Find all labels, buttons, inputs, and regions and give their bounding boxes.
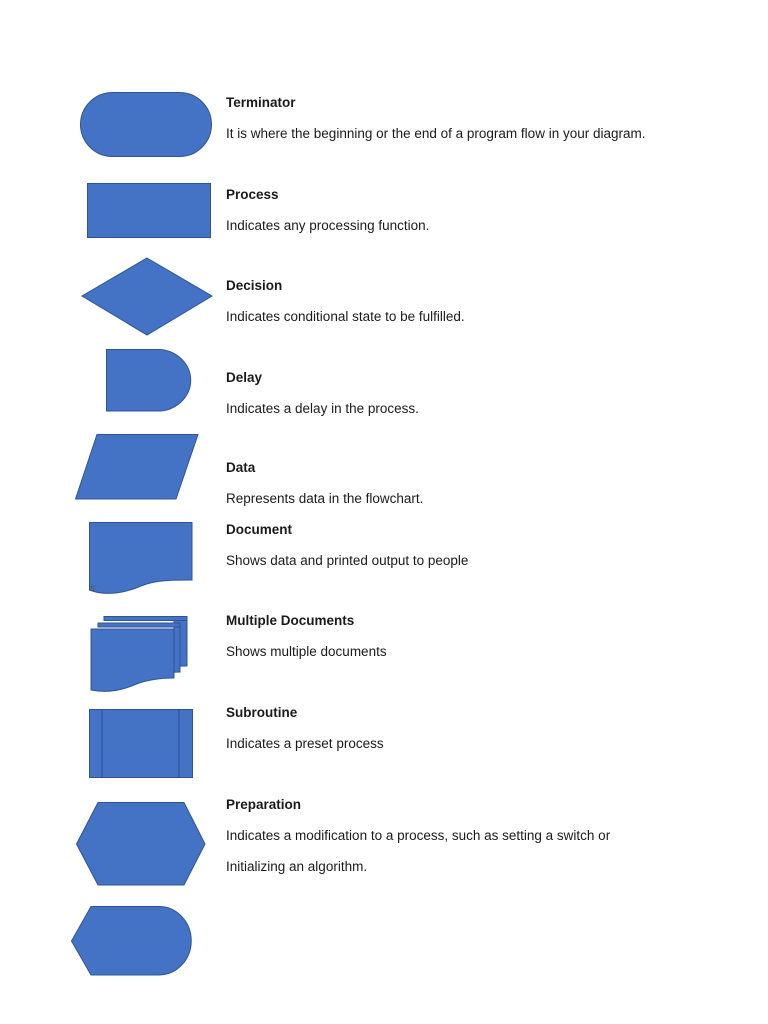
- entry-title: Decision: [226, 278, 283, 293]
- entry-document: [226, 522, 746, 583]
- entry-title: Subroutine: [226, 705, 298, 720]
- document-shape: [89, 522, 194, 596]
- delay-shape: [106, 349, 198, 413]
- entry-description: Indicates a delay in the process.: [226, 401, 419, 416]
- process-shape: [87, 183, 211, 239]
- preparation-shape: [76, 802, 206, 886]
- data-shape: [75, 434, 199, 500]
- stray-mark: s: [90, 583, 95, 594]
- entry-description: Shows data and printed output to people: [226, 553, 469, 568]
- decision-shape: [81, 257, 213, 337]
- entry-description: Indicates any processing function.: [226, 218, 430, 233]
- terminator-shape: [80, 92, 212, 158]
- entry-title: Multiple Documents: [226, 613, 355, 628]
- entry-multiple-documents: [226, 613, 746, 674]
- entry-preparation: [226, 797, 646, 889]
- entry-title: Process: [226, 187, 279, 202]
- entry-subroutine: [226, 705, 746, 766]
- entry-title: Preparation: [226, 797, 302, 812]
- entry-description: It is where the beginning or the end of a program flow in your diagram.: [226, 126, 646, 141]
- entry-title: Delay: [226, 370, 263, 385]
- entry-description: Indicates conditional state to be fulfilled.: [226, 309, 465, 324]
- entry-delay: [226, 370, 746, 431]
- entry-title: Data: [226, 460, 256, 475]
- entry-description: Indicates a preset process: [226, 736, 384, 751]
- entry-title: Document: [226, 522, 293, 537]
- entry-description: Shows multiple documents: [226, 644, 387, 659]
- entry-process: [226, 187, 746, 248]
- entry-description: Represents data in the flowchart.: [226, 491, 424, 506]
- multiple-documents-shape: [90, 616, 190, 694]
- entry-description: Indicates a modification to a process, such as setting a switch or Initializing an algorithm.: [226, 828, 611, 874]
- entry-decision: [226, 278, 746, 339]
- subroutine-shape: [89, 709, 193, 779]
- entry-data: [226, 460, 746, 521]
- entry-title: Terminator: [226, 95, 296, 110]
- entry-terminator: [226, 95, 746, 156]
- display-shape: [71, 906, 193, 976]
